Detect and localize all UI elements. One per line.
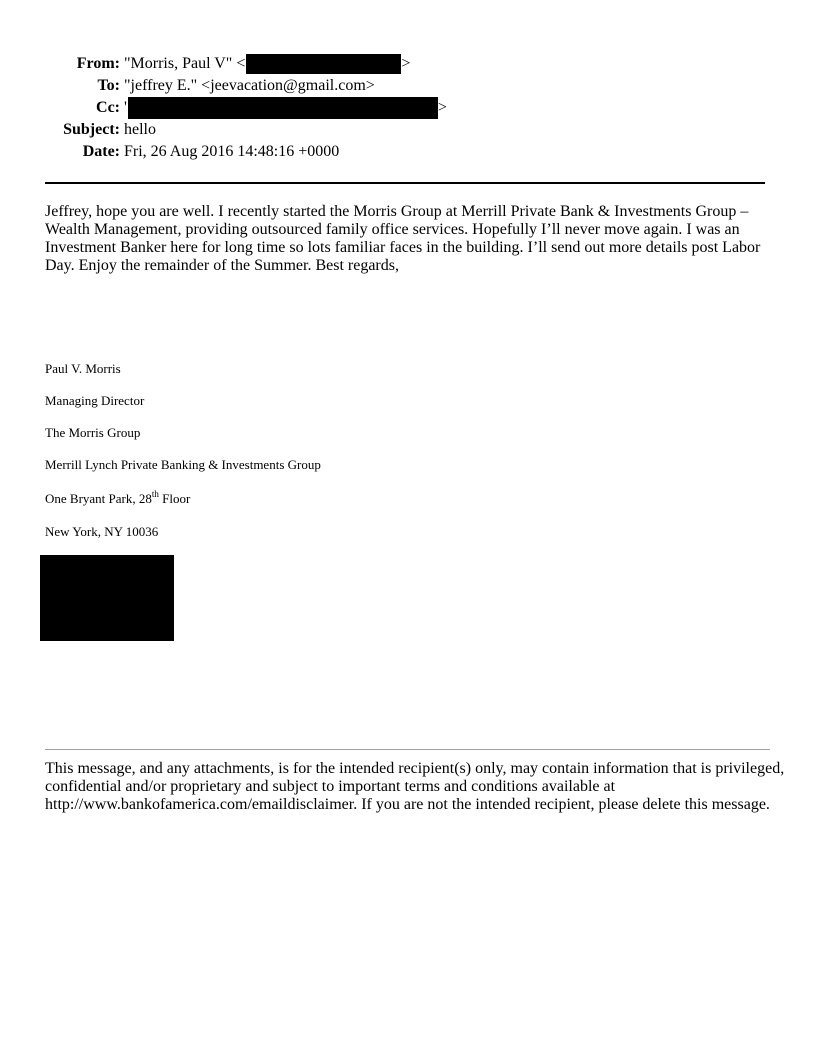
date-value: Fri, 26 Aug 2016 14:48:16 +0000	[124, 143, 340, 160]
address-superscript: th	[151, 488, 159, 499]
from-email-redaction	[246, 54, 401, 74]
header-divider	[45, 182, 765, 184]
footer-divider	[45, 749, 770, 750]
address-prefix: One Bryant Park, 28	[45, 491, 152, 506]
legal-disclaimer: This message, and any attachments, is for the intended recipient(s) only, may contain information that is privileged, confidential and/or proprietary and subject to important terms and conditions available at http://www.bankofamerica.com/emaildisclaimer. If you are not the intended recipient, please delete this message.	[45, 760, 785, 813]
cc-redaction	[128, 97, 438, 119]
signature-title: Managing Director	[45, 393, 145, 408]
signature-address	[45, 488, 191, 507]
signature-group: The Morris Group	[45, 425, 141, 440]
signature-company: Merrill Lynch Private Banking & Investments Group	[45, 457, 321, 472]
subject-value: hello	[124, 121, 156, 138]
signature-city: New York, NY 10036	[45, 524, 159, 539]
cc-value	[124, 97, 447, 119]
cc-prefix: '	[124, 99, 127, 116]
message-body: Jeffrey, hope you are well. I recently started the Morris Group at Merrill Private Bank & Investments Group – Wealth Management, providing outsourced family office services. Hopefully I’ll never move again. I was an Investment Banker here for long time so lots familiar faces in the building. I’ll send out more details post Labor Day. Enjoy the remainder of the Summer. Best regards,	[45, 203, 761, 274]
from-value	[124, 53, 410, 75]
from-label: From:	[76, 55, 120, 72]
subject-label: Subject:	[63, 121, 120, 138]
date-label: Date:	[82, 143, 120, 160]
from-address-text: "Morris, Paul V" <	[124, 55, 246, 72]
to-label: To:	[97, 77, 120, 94]
address-suffix: Floor	[158, 491, 191, 506]
to-value: "jeffrey E." <jeevacation@gmail.com>	[124, 77, 375, 94]
cc-label: Cc:	[96, 99, 120, 116]
signature-redaction-block	[40, 555, 174, 641]
signature-name: Paul V. Morris	[45, 361, 121, 376]
cc-suffix: >	[437, 99, 447, 116]
from-suffix: >	[401, 55, 411, 72]
